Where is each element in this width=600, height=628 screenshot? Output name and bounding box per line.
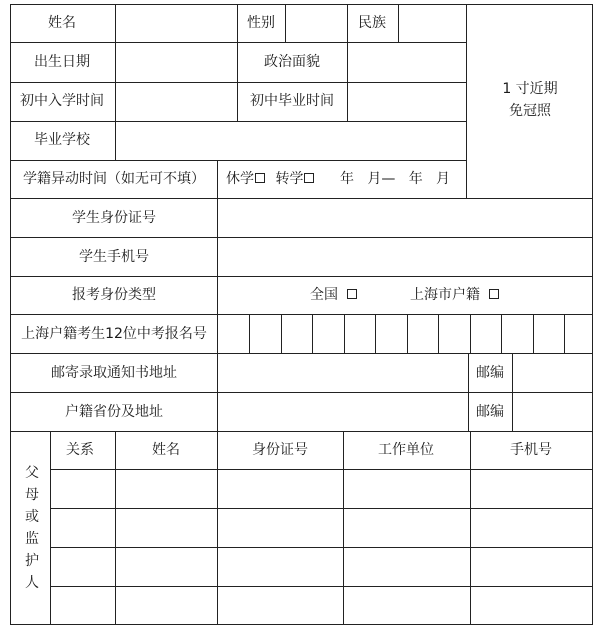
rule (592, 4, 593, 625)
reg-no-digit[interactable] (218, 315, 249, 353)
transfer-label: 转学 (275, 171, 304, 187)
rule (237, 42, 238, 82)
postcode-input[interactable] (513, 354, 592, 392)
jh-grad-label: 初中毕业时间 (250, 93, 334, 109)
student-phone-input[interactable] (218, 238, 592, 276)
postcode2-input[interactable] (513, 393, 592, 431)
political-input[interactable] (348, 43, 466, 82)
guardian-row[interactable] (51, 548, 592, 586)
enrollment-change-label: 学籍异动时间（如无可不填） (23, 171, 205, 187)
province-address-label: 户籍省份及地址 (65, 404, 163, 420)
gender-label: 性别 (247, 15, 275, 31)
guardian-row[interactable] (51, 587, 592, 624)
enrollment-change-dates[interactable]: 年 月— 年 月 (340, 171, 451, 187)
postcode2-label: 邮编 (476, 404, 504, 420)
guardian-side-char: 护 (25, 553, 39, 569)
reg-no-digit[interactable] (408, 315, 438, 353)
guardian-side-char: 或 (25, 509, 39, 525)
jh-entry-input[interactable] (116, 83, 237, 121)
shanghai-label: 上海市户籍 (410, 287, 480, 303)
mail-address-input[interactable] (218, 354, 468, 392)
reg-no-label: 上海户籍考生12位中考报名号 (21, 326, 207, 342)
rule (237, 82, 238, 121)
rule (10, 160, 466, 161)
rule (10, 4, 11, 625)
reg-no-digit[interactable] (376, 315, 407, 353)
name-input[interactable] (116, 5, 237, 42)
guardian-side-char: 母 (25, 487, 39, 503)
reg-no-digit[interactable] (565, 315, 592, 353)
shanghai-checkbox[interactable] (489, 289, 499, 299)
rule (237, 4, 238, 43)
rule (468, 353, 469, 432)
mail-address-label: 邮寄录取通知书地址 (51, 365, 177, 381)
col-phone: 手机号 (510, 442, 552, 458)
ethnicity-label: 民族 (358, 15, 386, 31)
photo-line1: 1 寸近期 (502, 81, 558, 97)
col-relation: 关系 (66, 442, 94, 458)
reg-no-digit[interactable] (313, 315, 344, 353)
reg-no-digit[interactable] (282, 315, 312, 353)
national-checkbox[interactable] (347, 289, 357, 299)
reg-no-digit[interactable] (345, 315, 375, 353)
student-id-input[interactable] (218, 199, 592, 237)
rule (10, 624, 592, 625)
guardian-side-char: 父 (25, 465, 39, 481)
birthdate-input[interactable] (116, 43, 237, 82)
reg-no-digit[interactable] (250, 315, 281, 353)
reg-no-digit[interactable] (471, 315, 501, 353)
shanghai-option (410, 286, 499, 304)
col-workplace: 工作单位 (378, 442, 434, 458)
school-label: 毕业学校 (34, 132, 90, 148)
photo-line2: 免冠照 (509, 103, 551, 119)
political-label: 政治面貌 (264, 54, 320, 70)
transfer-checkbox[interactable] (304, 173, 314, 183)
guardian-side-char: 监 (25, 531, 39, 547)
student-id-label: 学生身份证号 (72, 210, 156, 226)
rule (10, 431, 592, 432)
ethnicity-input[interactable] (399, 5, 466, 42)
national-option (310, 286, 357, 304)
guardian-row[interactable] (51, 509, 592, 547)
birthdate-label: 出生日期 (34, 54, 90, 70)
suspend-label: 休学 (226, 171, 254, 187)
school-input[interactable] (116, 122, 466, 160)
guardian-side-label (22, 462, 42, 594)
rule (347, 4, 348, 43)
reg-no-digit[interactable] (534, 315, 564, 353)
exam-type-label: 报考身份类型 (72, 287, 156, 303)
gender-input[interactable] (286, 5, 347, 42)
province-address-input[interactable] (218, 393, 468, 431)
photo-caption (468, 78, 592, 122)
student-phone-label: 学生手机号 (79, 249, 149, 265)
national-label: 全国 (310, 287, 338, 303)
col-name: 姓名 (152, 442, 180, 458)
enrollment-change-options (226, 170, 314, 188)
guardian-row[interactable] (51, 470, 592, 508)
col-id-number: 身份证号 (252, 442, 308, 458)
reg-no-digit[interactable] (502, 315, 533, 353)
jh-grad-input[interactable] (348, 83, 466, 121)
jh-entry-label: 初中入学时间 (20, 93, 104, 109)
reg-no-digit[interactable] (439, 315, 470, 353)
name-label: 姓名 (48, 15, 76, 31)
postcode-label: 邮编 (476, 365, 504, 381)
rule (10, 276, 592, 277)
suspend-checkbox[interactable] (255, 173, 265, 183)
guardian-side-char: 人 (25, 575, 39, 591)
